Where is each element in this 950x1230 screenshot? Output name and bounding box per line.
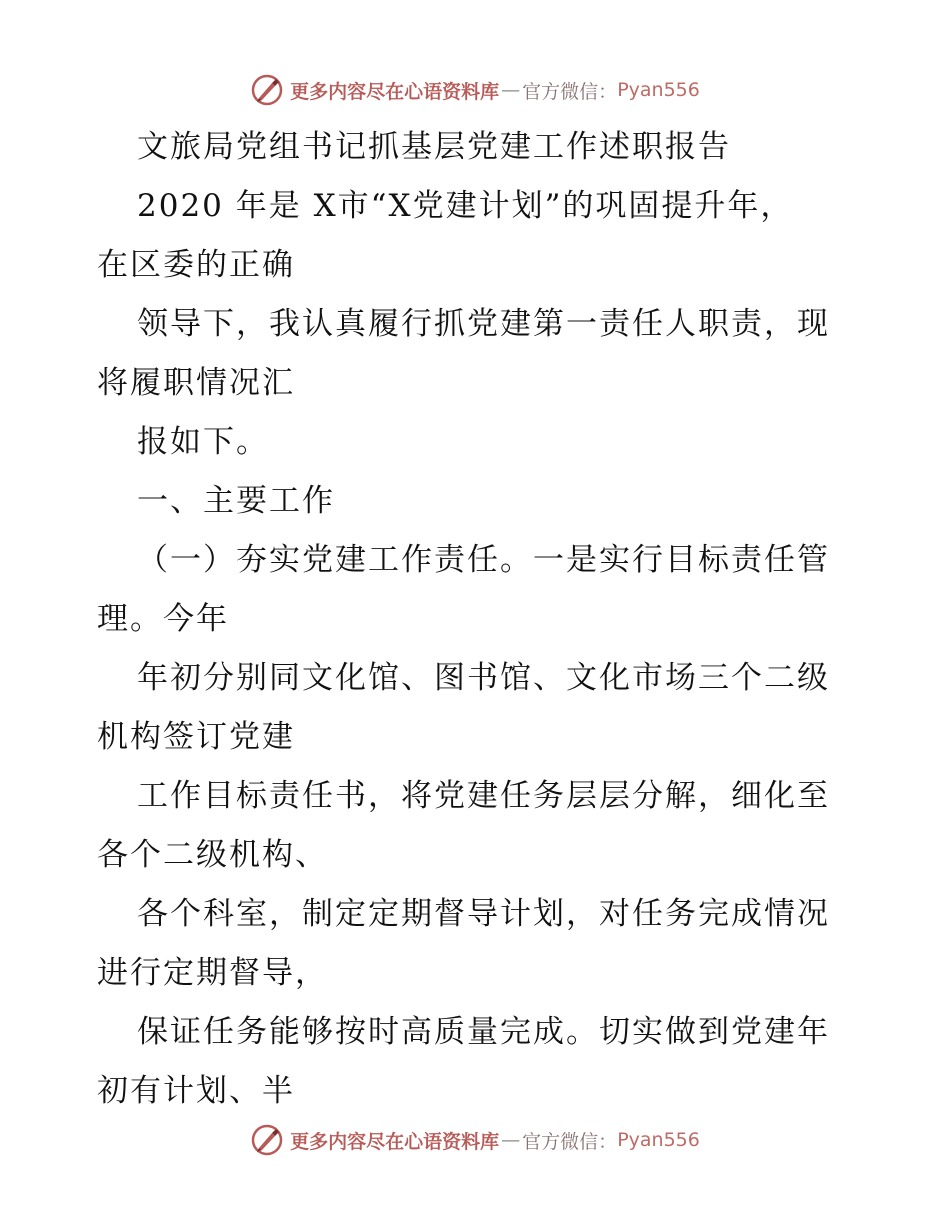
watermark-wechat-label: 官方微信： [522,1130,618,1153]
watermark-wechat-id: Pyan556 [617,79,700,101]
document-body [97,118,867,1121]
doc-line: 将履职情况汇 [97,365,295,401]
doc-line: 各个科室，制定定期督导计划，对任务完成情况 [137,896,830,932]
watermark-separator: — [501,79,521,101]
pen-logo-icon [250,1123,284,1157]
doc-line: 报如下。 [137,424,269,460]
doc-line: 文旅局党组书记抓基层党建工作述职报告 [137,129,731,165]
doc-line: （一）夯实党建工作责任。一是实行目标责任管 [137,542,830,578]
watermark-separator: — [501,1129,521,1151]
watermark-brand: 更多内容尽在心语资料库 [290,1130,500,1153]
doc-line: 理。今年 [97,601,229,637]
doc-line: 年初分别同文化馆、图书馆、文化市场三个二级 [137,660,830,696]
doc-line: 一、主要工作 [137,483,335,519]
doc-line: 2020 年是 X市“X党建计划”的巩固提升年， [137,188,794,224]
doc-line: 进行定期督导， [97,955,328,991]
doc-line: 领导下，我认真履行抓党建第一责任人职责，现 [137,306,830,342]
doc-line: 机构签订党建 [97,719,295,755]
pen-logo-icon [250,73,284,107]
footer-watermark [0,1120,950,1160]
doc-line: 保证任务能够按时高质量完成。切实做到党建年 [137,1014,830,1050]
watermark-wechat-label: 官方微信： [522,80,618,103]
doc-line: 在区委的正确 [97,247,295,283]
header-watermark [0,70,950,110]
doc-line: 工作目标责任书，将党建任务层层分解，细化至 [137,778,830,814]
doc-line: 初有计划、半 [97,1073,295,1109]
doc-line: 各个二级机构、 [97,837,328,873]
watermark-wechat-id: Pyan556 [617,1129,700,1151]
watermark-brand: 更多内容尽在心语资料库 [290,80,500,103]
